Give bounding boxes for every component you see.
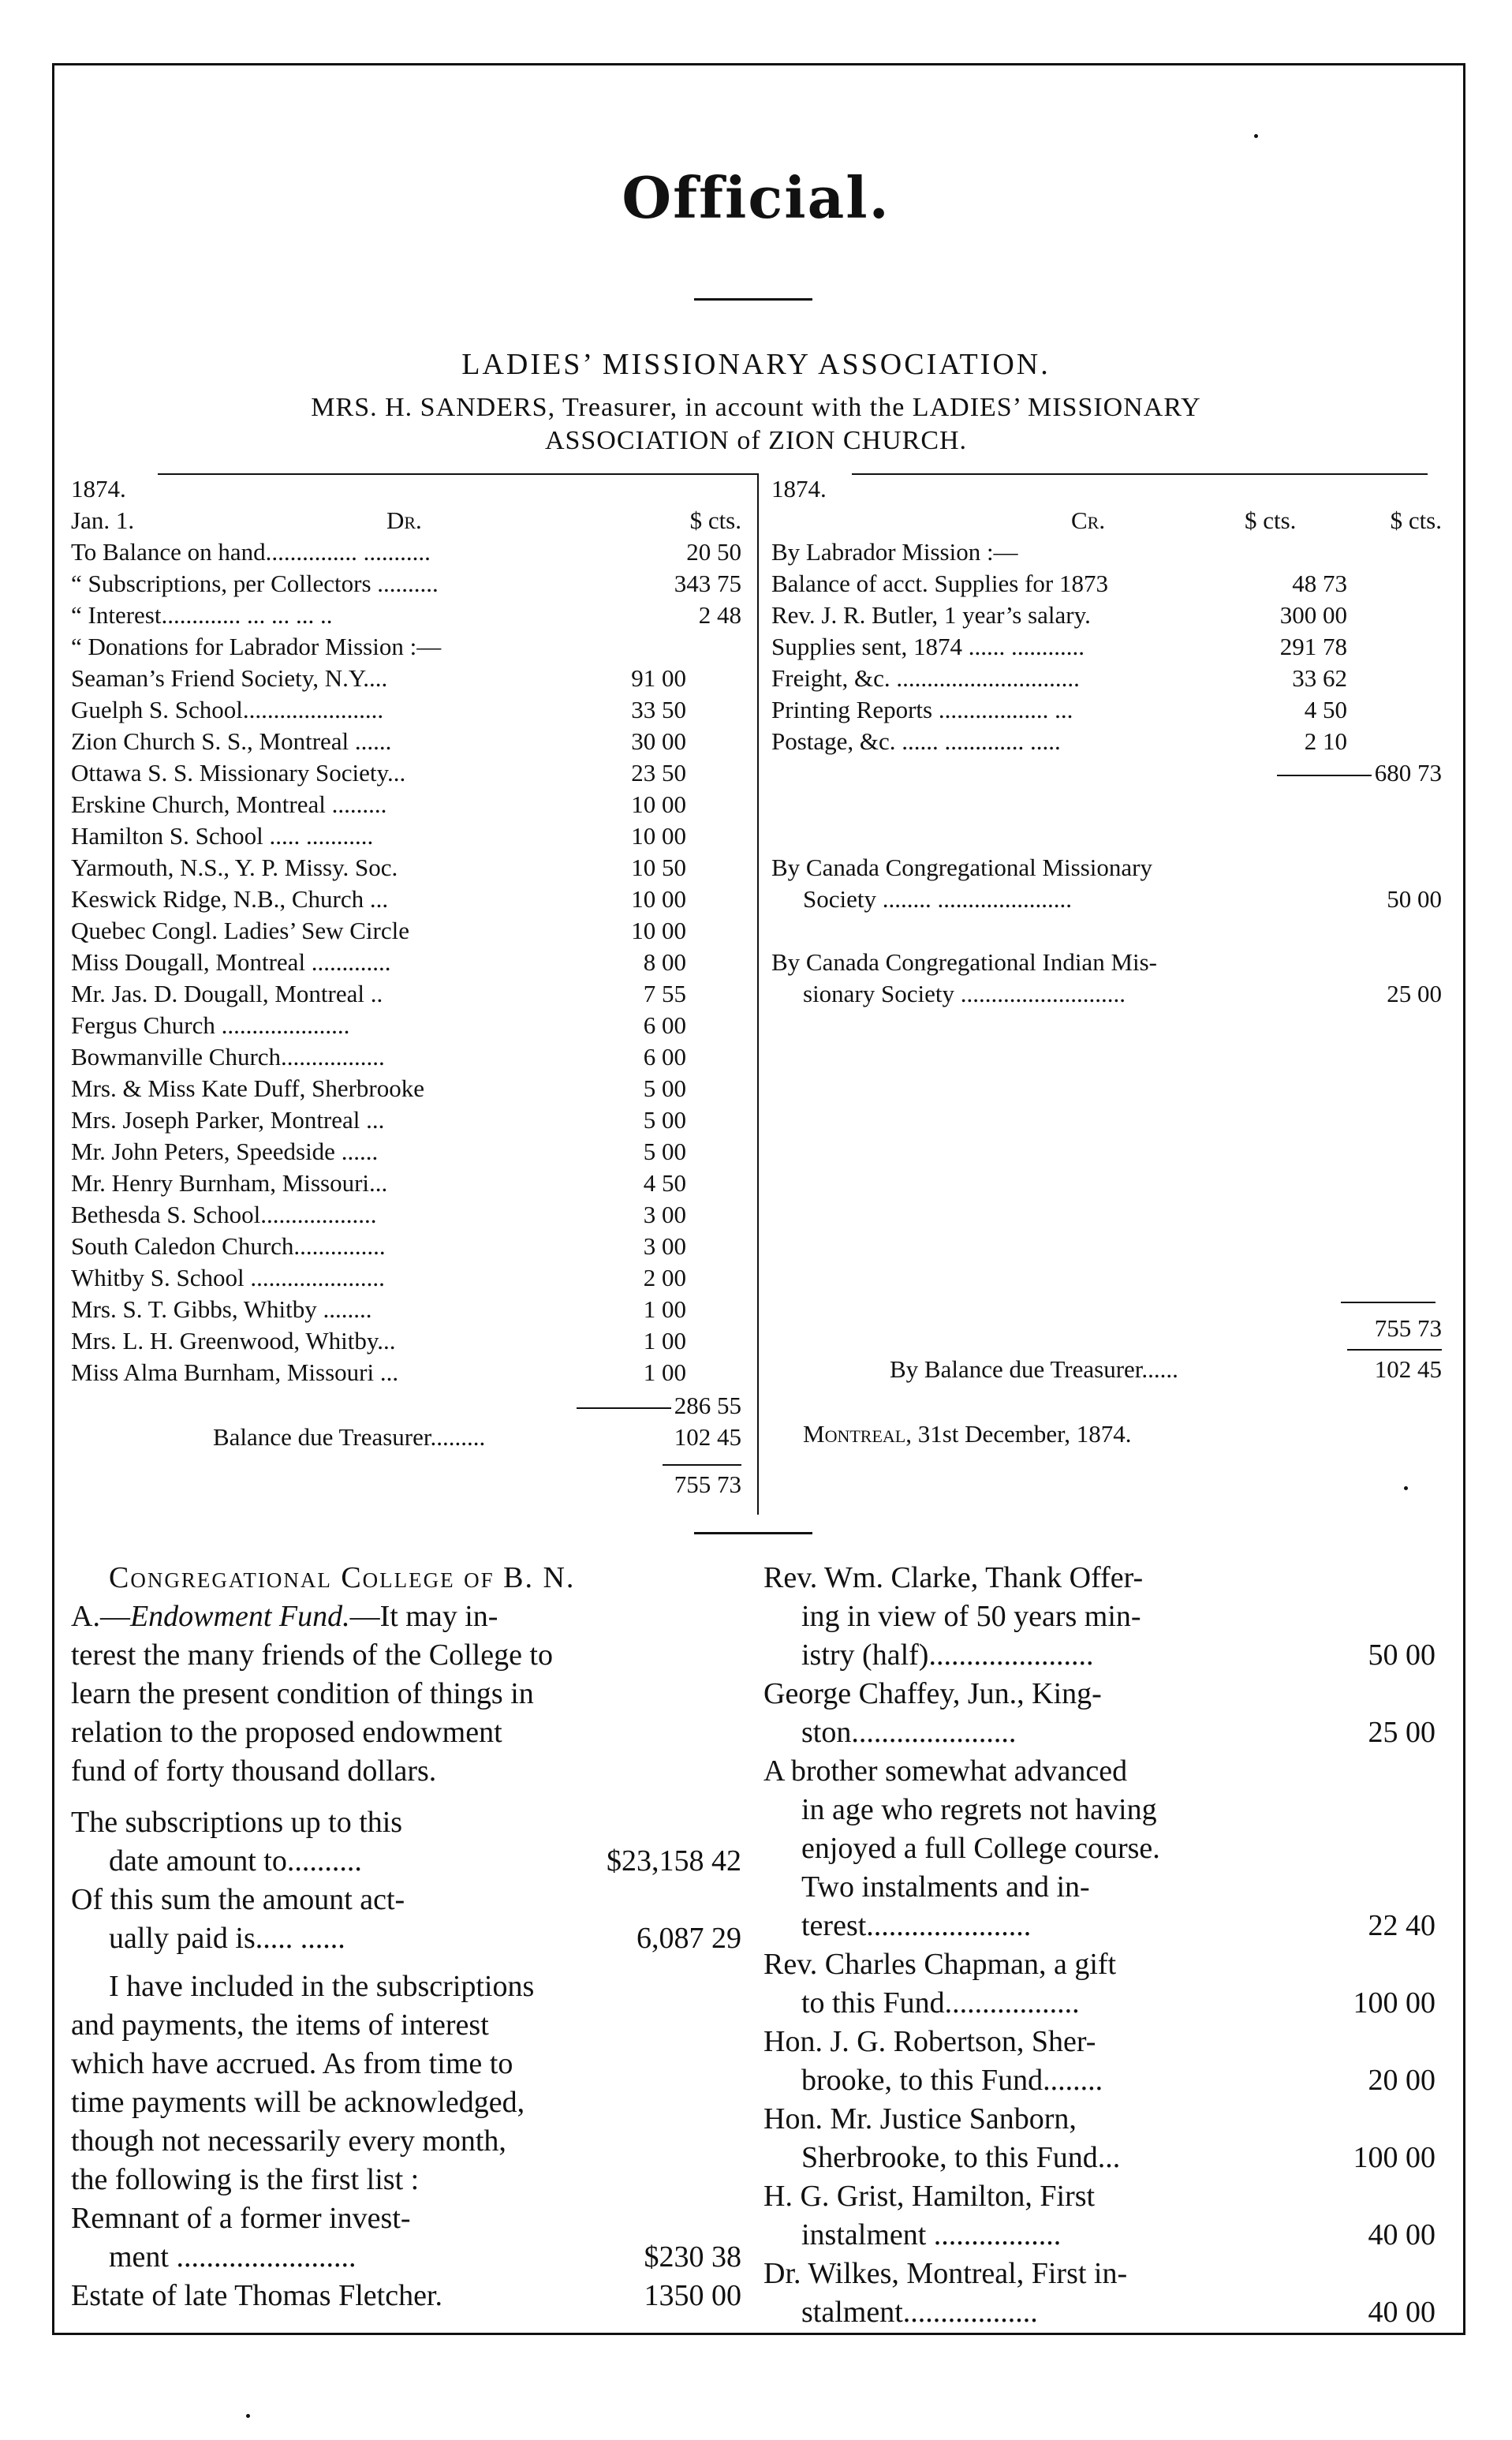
debit-row-label: Miss Alma Burnham, Missouri ... [71, 1358, 399, 1386]
donor-text: A brother somewhat advanced [763, 1754, 1128, 1788]
college-para2-text: though not necessarily every month, [71, 2124, 506, 2158]
credit-row-label: Freight, &c. .............................. [771, 664, 1080, 692]
donor-amount: 25 00 [1368, 1716, 1435, 1749]
debit-row-amount: 2 00 [643, 1264, 686, 1291]
dateline-row [771, 1418, 1442, 1450]
donor-text: ston...................... [801, 1716, 1017, 1749]
college-intro-text: fund of forty thousand dollars. [71, 1754, 437, 1788]
debit-row-amount: 3 00 [643, 1201, 686, 1228]
debit-row [71, 1136, 741, 1168]
debit-row [71, 1041, 741, 1073]
paid-line2 [71, 1919, 741, 1958]
debit-balance-amount: 102 45 [674, 1423, 741, 1451]
debit-row [71, 1073, 741, 1104]
debit-row [71, 1231, 741, 1262]
masthead-rule [694, 298, 812, 301]
donor-amount: 40 00 [1368, 2218, 1435, 2251]
debit-rows [71, 536, 741, 1388]
debit-row [71, 631, 741, 663]
college-fund-title: Endowment Fund. [129, 1600, 350, 1633]
canada-cms-amount: 50 00 [1387, 885, 1442, 913]
remnant-line1 [71, 2199, 741, 2238]
credit-row-label: Rev. J. R. Butler, 1 year’s salary. [771, 601, 1091, 629]
debit-row-label: Seaman’s Friend Society, N.Y.... [71, 664, 388, 692]
debit-row-label: Hamilton S. School ..... ........... [71, 822, 374, 850]
speck [1254, 134, 1258, 138]
debit-row-amount: 10 00 [631, 917, 686, 944]
speck [246, 2414, 250, 2418]
credit-row-label: Postage, &c. ...... ............. ..... [771, 727, 1061, 755]
debit-total-rule [663, 1464, 741, 1466]
credit-row-amount: 291 78 [1279, 633, 1347, 660]
credit-row-amount: 2 10 [1304, 727, 1347, 755]
debit-currency: $ cts. [689, 506, 741, 534]
college-column [71, 1559, 741, 2315]
debit-row-label: Mr. Henry Burnham, Missouri... [71, 1169, 388, 1197]
college-intro-line [71, 1752, 741, 1791]
debit-row-label: Mr. John Peters, Speedside ...... [71, 1138, 379, 1165]
donor-amount: 100 00 [1353, 2141, 1435, 2174]
debit-row-label: “ Interest............. ... ... ... .. [71, 601, 333, 629]
debit-row-label: Mrs. L. H. Greenwood, Whitby... [71, 1327, 396, 1355]
speck [1404, 1486, 1408, 1490]
college-fund-prefix: A.— [71, 1600, 130, 1633]
debit-row-label: Mrs. Joseph Parker, Montreal ... [71, 1106, 385, 1134]
donor-line [763, 1636, 1435, 1675]
debit-row-label: “ Subscriptions, per Collectors .......... [71, 570, 439, 597]
donor-text: terest...................... [801, 1909, 1032, 1942]
credit-balance-amount: 102 45 [1374, 1355, 1442, 1383]
donor-line [763, 1791, 1435, 1829]
debit-row-label: To Balance on hand............... ........... [71, 538, 431, 566]
estate-amount: 1350 00 [644, 2279, 741, 2312]
remnant-amount: $230 38 [644, 2240, 741, 2274]
debit-row [71, 884, 741, 915]
donor-text: Rev. Wm. Clarke, Thank Offer- [763, 1561, 1144, 1594]
debit-row [71, 915, 741, 947]
donor-text: Hon. Mr. Justice Sanborn, [763, 2102, 1077, 2135]
college-heading: Congregational College of B. N. [109, 1561, 576, 1594]
college-intro [71, 1636, 741, 1791]
college-para2-line [71, 2006, 741, 2045]
debit-row [71, 726, 741, 757]
college-para2-line [71, 2122, 741, 2161]
masthead-title: Official. [622, 164, 890, 231]
debit-row [71, 536, 741, 568]
canada-cms-label-2: Society ........ ...................... [803, 885, 1072, 913]
debit-row-amount: 91 00 [631, 664, 686, 692]
credit-row-amount: 300 00 [1279, 601, 1347, 629]
college-intro-text: relation to the proposed endowment [71, 1716, 502, 1749]
credit-year: 1874. [771, 475, 827, 503]
donor-line [763, 1829, 1435, 1868]
debit-row [71, 820, 741, 852]
credit-row [771, 600, 1347, 631]
donor-text: Two instalments and in- [801, 1870, 1090, 1904]
credit-total: 755 73 [1374, 1314, 1442, 1342]
college-para2-line [71, 2045, 741, 2083]
credit-balance-rule [1347, 1349, 1442, 1351]
donor-line [763, 1713, 1435, 1752]
debit-row [71, 694, 741, 726]
debit-row-amount: 10 00 [631, 822, 686, 850]
donor-line [763, 1907, 1435, 1945]
debit-row [71, 600, 741, 631]
debit-row-amount: 8 00 [643, 948, 686, 976]
credit-year-row [771, 473, 1442, 505]
debit-row-amount: 23 50 [631, 759, 686, 787]
donor-line [763, 1675, 1435, 1713]
ledger-divider [757, 473, 759, 1515]
debit-row-amount: 5 00 [643, 1106, 686, 1134]
debit-total-row [71, 1469, 741, 1500]
paid-label-1: Of this sum the amount act- [71, 1883, 405, 1916]
debit-row [71, 1168, 741, 1199]
college-intro-line [71, 1675, 741, 1713]
credit-row-label: Balance of acct. Supplies for 1873 [771, 570, 1108, 597]
canada-cms-row2 [771, 884, 1442, 915]
donor-text: in age who regrets not having [801, 1793, 1157, 1826]
debit-row-label: Keswick Ridge, N.B., Church ... [71, 885, 389, 913]
debit-row-amount: 6 00 [643, 1011, 686, 1039]
paid-label-2: ually paid is..... ...... [109, 1922, 345, 1955]
college-para2-line [71, 2161, 741, 2199]
labrador-dash [1277, 775, 1372, 776]
remnant-label-1: Remnant of a former invest- [71, 2202, 411, 2235]
debit-year: 1874. [71, 475, 126, 503]
debit-row-label: Bethesda S. School................... [71, 1201, 377, 1228]
spacer [771, 915, 1442, 947]
debit-row [71, 1294, 741, 1325]
donor-line [763, 2177, 1435, 2216]
credit-currency-1: $ cts. [1245, 506, 1297, 534]
donor-line [763, 2293, 1435, 2332]
debit-row-amount: 1 00 [643, 1327, 686, 1355]
paid-line1 [71, 1881, 741, 1919]
donor-line [763, 2216, 1435, 2255]
paid-amount: 6,087 29 [637, 1922, 741, 1955]
credit-total-block [771, 1313, 1442, 1450]
college-para2-text: which have accrued. As from time to [71, 2047, 513, 2080]
donor-text: George Chaffey, Jun., King- [763, 1677, 1102, 1710]
subs-line2 [71, 1842, 741, 1881]
credit-row [771, 663, 1347, 694]
debit-row [71, 1010, 741, 1041]
credit-row [771, 631, 1347, 663]
debit-balance-label: Balance due Treasurer......... [213, 1423, 486, 1451]
credit-rows [771, 536, 1347, 757]
donor-amount: 40 00 [1368, 2296, 1435, 2329]
donor-text: Hon. J. G. Robertson, Sher- [763, 2025, 1096, 2058]
college-intro-text: terest the many friends of the College to [71, 1638, 553, 1672]
association-title: LADIES’ MISSIONARY ASSOCIATION. [461, 348, 1051, 381]
debit-row-label: Mrs. S. T. Gibbs, Whitby ........ [71, 1295, 372, 1323]
debit-row-amount: 2 48 [698, 601, 741, 629]
debit-row-amount: 7 55 [643, 980, 686, 1007]
debit-row-amount: 5 00 [643, 1138, 686, 1165]
debit-row [71, 568, 741, 600]
debit-head: Dr. [386, 506, 422, 534]
debit-row [71, 978, 741, 1010]
debit-row-label: Mr. Jas. D. Dougall, Montreal .. [71, 980, 383, 1007]
debit-row-amount: 4 50 [643, 1169, 686, 1197]
credit-column [771, 473, 1442, 1010]
credit-row [771, 694, 1347, 726]
credit-balance-row [771, 1354, 1442, 1385]
college-para2-line [71, 2083, 741, 2122]
debit-row-amount: 30 00 [631, 727, 686, 755]
college-para2-text: time payments will be acknowledged, [71, 2086, 525, 2119]
estate-line [71, 2277, 741, 2315]
debit-row [71, 1357, 741, 1388]
debit-row [71, 663, 741, 694]
college-heading-line [71, 1559, 741, 1597]
donor-text: instalment ................. [801, 2218, 1062, 2251]
indian-amount: 25 00 [1387, 980, 1442, 1007]
donor-text: stalment.................. [801, 2296, 1038, 2329]
labrador-total: 680 73 [1374, 759, 1442, 787]
donor-text: brooke, to this Fund........ [801, 2064, 1103, 2097]
debit-row-label: Guelph S. School....................... [71, 696, 384, 723]
college-para2 [71, 1967, 741, 2199]
college-intro-line [71, 1636, 741, 1675]
credit-total-row [771, 1313, 1442, 1344]
credit-head: Cr. [1071, 506, 1106, 534]
canada-cms-row1 [771, 852, 1442, 884]
donors-column [763, 1559, 1435, 2332]
donor-line [763, 1984, 1435, 2023]
spacer [71, 1791, 741, 1803]
donor-line [763, 2061, 1435, 2100]
college-fund-line [71, 1597, 741, 1636]
labrador-total-row [771, 757, 1442, 789]
donor-line [763, 1752, 1435, 1791]
debit-row-amount: 33 50 [631, 696, 686, 723]
debit-row-label: Ottawa S. S. Missionary Society... [71, 759, 406, 787]
spacer [71, 1958, 741, 1967]
debit-row-amount: 10 00 [631, 885, 686, 913]
debit-total: 755 73 [674, 1470, 741, 1498]
donor-amount: 22 40 [1368, 1909, 1435, 1942]
donor-text: istry (half)...................... [801, 1638, 1094, 1672]
donor-line [763, 1597, 1435, 1636]
donor-line [763, 2100, 1435, 2139]
donor-text: enjoyed a full College course. [801, 1832, 1160, 1865]
subs-line1 [71, 1803, 741, 1842]
debit-row-label: “ Donations for Labrador Mission :— [71, 633, 442, 660]
college-para2-line [71, 1967, 741, 2006]
donor-text: to this Fund.................. [801, 1986, 1080, 2020]
credit-row [771, 536, 1347, 568]
estate-label: Estate of late Thomas Fletcher. [71, 2279, 442, 2312]
debit-row-label: Fergus Church ..................... [71, 1011, 350, 1039]
donor-line [763, 2023, 1435, 2061]
subtotal-dash [577, 1407, 671, 1409]
debit-subtotal: 286 55 [674, 1392, 741, 1419]
debit-column [71, 473, 741, 1500]
donor-line [763, 1559, 1435, 1597]
debit-row-amount: 343 75 [674, 570, 741, 597]
debit-row [71, 1325, 741, 1357]
debit-row [71, 1104, 741, 1136]
donor-line [763, 2139, 1435, 2177]
credit-row-label: By Labrador Mission :— [771, 538, 1018, 566]
debit-row [71, 757, 741, 789]
donor-amount: 50 00 [1368, 1638, 1435, 1672]
college-para2-text: the following is the first list : [71, 2163, 420, 2196]
debit-row [71, 852, 741, 884]
indian-row2 [771, 978, 1442, 1010]
debit-row-label: Erskine Church, Montreal ......... [71, 790, 387, 818]
subs-label-2: date amount to.......... [109, 1844, 362, 1878]
debit-row-label: Mrs. & Miss Kate Duff, Sherbrooke [71, 1074, 425, 1102]
debit-row-amount: 6 00 [643, 1043, 686, 1071]
college-intro-line [71, 1713, 741, 1752]
canada-cms-label-1: By Canada Congregational Missionary [771, 854, 1152, 881]
credit-row-amount: 4 50 [1304, 696, 1347, 723]
donor-text: ing in view of 50 years min- [801, 1600, 1141, 1633]
dateline-date: 31st December, 1874. [917, 1420, 1132, 1448]
debit-row [71, 789, 741, 820]
credit-balance-label: By Balance due Treasurer...... [890, 1355, 1178, 1383]
debit-balance-row [71, 1422, 741, 1453]
donor-line [763, 1868, 1435, 1907]
debit-head-row [71, 505, 741, 536]
credit-row-label: Supplies sent, 1874 ...... ............ [771, 633, 1085, 660]
credit-row-amount: 33 62 [1292, 664, 1347, 692]
debit-date: Jan. 1. [71, 506, 135, 534]
remnant-line2 [71, 2238, 741, 2277]
credit-total-rule [1341, 1302, 1435, 1303]
indian-label-1: By Canada Congregational Indian Mis- [771, 948, 1158, 976]
debit-row-label: Quebec Congl. Ladies’ Sew Circle [71, 917, 409, 944]
debit-row-label: Bowmanville Church................. [71, 1043, 385, 1071]
debit-row-amount: 3 00 [643, 1232, 686, 1260]
debit-row [71, 1262, 741, 1294]
spacer [771, 789, 1442, 852]
debit-row-label: Miss Dougall, Montreal ............. [71, 948, 391, 976]
credit-row-label: Printing Reports .................. ... [771, 696, 1073, 723]
donor-amount: 100 00 [1353, 1986, 1435, 2020]
debit-row-label: South Caledon Church............... [71, 1232, 386, 1260]
remnant-label-2: ment ........................ [109, 2240, 357, 2274]
college-para2-text: and payments, the items of interest [71, 2008, 489, 2042]
debit-row-amount: 10 50 [631, 854, 686, 881]
debit-year-row [71, 473, 741, 505]
debit-row-amount: 1 00 [643, 1295, 686, 1323]
donor-text: Dr. Wilkes, Montreal, First in- [763, 2257, 1128, 2290]
dateline-place: Montreal, [803, 1420, 912, 1448]
college-intro-text: learn the present condition of things in [71, 1677, 534, 1710]
subs-amount: $23,158 42 [607, 1844, 741, 1878]
donor-text: Rev. Charles Chapman, a gift [763, 1948, 1117, 1981]
college-para2-text: I have included in the subscriptions [109, 1970, 535, 2003]
account-heading-line2: ASSOCIATION of ZION CHURCH. [544, 426, 968, 455]
credit-head-row [771, 505, 1442, 536]
donor-line [763, 2255, 1435, 2293]
debit-row-amount: 10 00 [631, 790, 686, 818]
debit-row-label: Whitby S. School ...................... [71, 1264, 385, 1291]
college-fund-tail: —It may in- [349, 1600, 498, 1633]
debit-row-amount: 1 00 [643, 1358, 686, 1386]
subs-label-1: The subscriptions up to this [71, 1806, 403, 1839]
debit-row-label: Zion Church S. S., Montreal ...... [71, 727, 392, 755]
credit-row-amount: 48 73 [1292, 570, 1347, 597]
credit-currency-2: $ cts. [1390, 506, 1442, 534]
account-heading-line1: MRS. H. SANDERS, Treasurer, in account with the LADIES’ MISSIONARY [311, 393, 1201, 422]
donor-text: H. G. Grist, Hamilton, First [763, 2180, 1096, 2213]
debit-row-amount: 5 00 [643, 1074, 686, 1102]
credit-row [771, 568, 1347, 600]
indian-row1 [771, 947, 1442, 978]
debit-row-amount: 20 50 [686, 538, 741, 566]
donor-line [763, 1945, 1435, 1984]
indian-label-2: sionary Society ........................... [803, 980, 1126, 1007]
debit-row [71, 947, 741, 978]
donor-text: Sherbrooke, to this Fund... [801, 2141, 1121, 2174]
donor-amount: 20 00 [1368, 2064, 1435, 2097]
debit-row-label: Yarmouth, N.S., Y. P. Missy. Soc. [71, 854, 398, 881]
debit-row [71, 1199, 741, 1231]
debit-subtotal-row [71, 1390, 741, 1422]
credit-row [771, 726, 1347, 757]
section-divider-rule [694, 1532, 812, 1534]
